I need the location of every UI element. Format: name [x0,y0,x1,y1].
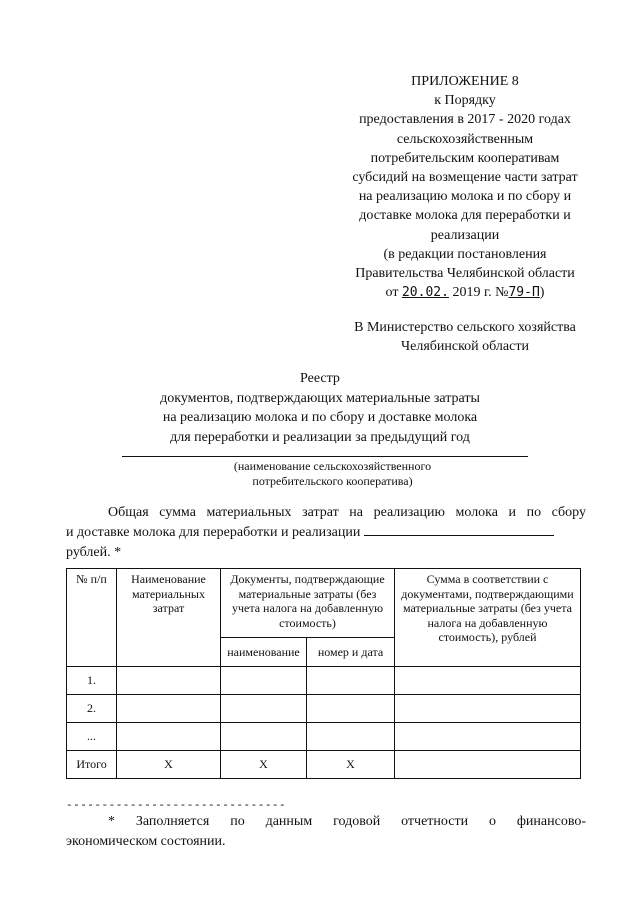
header-docs: Документы, подтверждающие материальные затраты (без учета налога на добавленную стоимость) [221,569,395,638]
caption-line: потребительского кооператива) [252,474,413,488]
appendix-line: сельскохозяйственным [396,131,534,147]
appendix-line: (в редакции постановления [383,246,547,262]
resolution-number: 79-П [508,285,540,301]
sum-line: Общая сумма материальных затрат на реализацию молока и по сбору [108,505,586,520]
caption-line: (наименование сельскохозяйственного [233,459,432,473]
row-cell[interactable] [117,695,221,723]
appendix-line: доставке молока для переработки и [359,208,571,224]
row-cell[interactable] [221,667,307,695]
header-name: Наименование материальных затрат [117,569,221,667]
appendix-line: предоставления в 2017 - 2020 годах [359,112,571,128]
sum-line [66,523,586,543]
appendix-line: потребительским кооперативам [370,150,560,166]
appendix-line: реализации [430,227,500,243]
recipient-block [330,318,600,356]
row-cell[interactable] [307,695,395,723]
title-line: документов, подтверждающих материальные затраты [160,390,480,406]
row-num: ... [67,723,117,751]
footnote-line: экономическом состоянии. [66,834,226,849]
row-cell[interactable] [117,667,221,695]
row-cell[interactable] [221,723,307,751]
total-label: Итого [67,751,117,779]
row-cell[interactable] [395,695,581,723]
cooperative-caption [205,459,460,489]
recipient-line: В Министерство сельского хозяйства [354,320,576,335]
row-cell[interactable] [117,723,221,751]
appendix-line: Правительства Челябинской области [355,266,575,282]
table-header-row [67,569,581,638]
appendix-line: на реализацию молока и по сбору и [358,189,572,205]
row-cell[interactable] [395,723,581,751]
row-cell[interactable] [395,667,581,695]
footnote-line: * Заполняется по данным годовой отчетности о финансово- [108,814,586,829]
table-total-row [67,751,581,779]
table-row [67,723,581,751]
footnote-separator: ------------------------------- [66,800,287,812]
table-row [67,667,581,695]
header-amount: Сумма в соответствии с документами, подтверждающими материальные затраты (без учета налога на добавленную стоимость), рублей [395,569,581,667]
row-cell[interactable] [221,695,307,723]
appendix-line: субсидий на возмещение части затрат [352,170,578,186]
total-sum-paragraph [66,503,586,563]
sum-line: рублей. * [66,545,122,560]
register-title [100,369,540,447]
header-doc-number-date: номер и дата [307,638,395,667]
header-num: № п/п [67,569,117,667]
appendix-block [330,72,600,302]
title-line: на реализацию молока и по сбору и доставке молока [162,410,478,425]
row-cell[interactable] [307,667,395,695]
title-heading: Реестр [300,371,340,386]
recipient-line: Челябинской области [401,339,529,354]
header-doc-name: наименование [221,638,307,667]
row-num: 2. [67,695,117,723]
row-num: 1. [67,667,117,695]
total-cell: Х [221,751,307,779]
total-cell: Х [117,751,221,779]
title-line: для переработки и реализации за предыдущий год [170,429,470,445]
date-prefix: от [385,285,402,301]
cooperative-name-field[interactable] [122,456,528,457]
total-amount-cell[interactable] [395,751,581,779]
appendix-line: к Порядку [434,93,496,109]
sum-line-text: и доставке молока для переработки и реализации [66,525,361,540]
resolution-date: 20.02. [401,285,449,301]
date-suffix: ) [539,285,545,301]
year-text: 2019 г. № [448,285,509,301]
resolution-date-line [330,283,600,302]
register-table [66,568,581,779]
footnote [66,812,586,852]
sum-blank-field[interactable] [364,523,554,536]
total-cell: Х [307,751,395,779]
appendix-heading: ПРИЛОЖЕНИЕ 8 [411,74,519,89]
table-row [67,695,581,723]
row-cell[interactable] [307,723,395,751]
